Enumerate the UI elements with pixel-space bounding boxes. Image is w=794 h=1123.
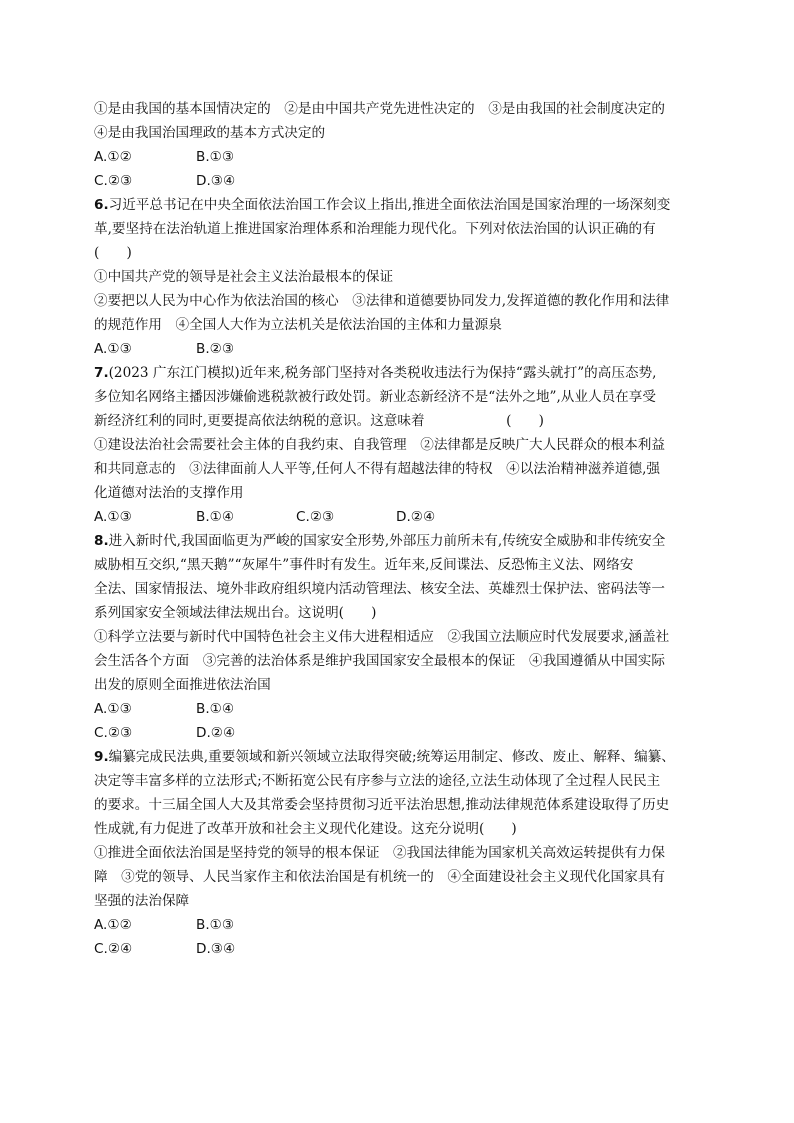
q7-stem-line-1 [94, 361, 709, 385]
q9-choices-row-1 [94, 913, 709, 937]
q9-choice-d[interactable]: D.③④ [196, 941, 236, 957]
q8-choice-b[interactable]: B.①④ [196, 701, 235, 717]
q9-stem-line-3: 的要求。十三届全国人大及其常委会坚持贯彻习近平法治思想,推动法律规范体系建设取得了历史 [94, 797, 670, 813]
q9-number: 9. [94, 749, 109, 765]
q8-option-line-2: 会生活各个方面 ③完善的法治体系是维护我国国家安全最根本的保证 ④我国遵循从中国实际 [94, 653, 665, 669]
q8-number: 8. [94, 533, 109, 549]
q7-choice-a[interactable]: A.①③ [94, 509, 132, 525]
document-page [94, 97, 709, 961]
q5-choices-row-1 [94, 145, 709, 169]
q6-stem-text-1: 习近平总书记在中央全面依法治国工作会议上指出,推进全面依法治国是国家治理的一场深刻变 [108, 197, 671, 213]
q9-option-line-2: 障 ③党的领导、人民当家作主和依法治国是有机统一的 ④全面建设社会主义现代化国家具有 [94, 869, 665, 885]
q7-stem-line-3: 新经济红利的同时,更要提高依法纳税的意识。这意味着 ( ) [94, 413, 544, 429]
q5-choice-c[interactable]: C.②③ [94, 173, 133, 189]
q7-option-line-1: ①建设法治社会需要社会主体的自我约束、自我管理 ②法律都是反映广大人民群众的根本利益 [94, 437, 665, 453]
q6-stem-line-2: 革,要坚持在法治轨道上推进国家治理体系和治理能力现代化。下列对依法治国的认识正确的有 [94, 221, 656, 237]
q6-option-line-1: ①中国共产党的领导是社会主义法治最根本的保证 [94, 269, 394, 285]
q5-choice-b[interactable]: B.①③ [196, 149, 235, 165]
q9-choice-c[interactable]: C.②④ [94, 941, 133, 957]
q7-choice-d[interactable]: D.②④ [396, 509, 436, 525]
question-7 [94, 361, 709, 529]
q7-choice-c[interactable]: C.②③ [296, 509, 335, 525]
q5-choice-d[interactable]: D.③④ [196, 173, 236, 189]
q7-choice-b[interactable]: B.①④ [196, 509, 235, 525]
question-9 [94, 745, 709, 961]
q8-choices-row-1 [94, 697, 709, 721]
q6-stem-line-1 [94, 193, 709, 217]
q5-choice-a[interactable]: A.①② [94, 149, 132, 165]
q9-stem-line-2: 决定等丰富多样的立法形式;不断拓宽公民有序参与立法的途径,立法生动体现了全过程人民民主 [94, 773, 661, 789]
q6-number: 6. [94, 197, 109, 213]
q8-stem-line-4: 系列国家安全领域法律法规出台。这说明( ) [94, 605, 377, 621]
q9-option-line-1: ①推进全面依法治国是坚持党的领导的根本保证 ②我国法律能为国家机关高效运转提供有力保 [94, 845, 665, 861]
q7-number: 7. [94, 365, 109, 381]
q8-stem-line-1 [94, 529, 709, 553]
q7-option-line-3: 化道德对法治的支撑作用 [94, 485, 244, 501]
q8-stem-line-2: 威胁相互交织,“黑天鹅”“灰犀牛”事件时有发生。近年来,反间谍法、反恐怖主义法、网络安 [94, 557, 634, 573]
q9-stem-line-4: 性成就,有力促进了改革开放和社会主义现代化建设。这充分说明( ) [94, 821, 517, 837]
q9-option-line-3: 坚强的法治保障 [94, 893, 190, 909]
question-5 [94, 97, 709, 193]
q8-stem-line-3: 全法、国家情报法、境外非政府组织境内活动管理法、核安全法、英雄烈士保护法、密码法等一 [94, 581, 665, 597]
q6-option-line-2: ②要把以人民为中心作为依法治国的核心 ③法律和道德要协同发力,发挥道德的教化作用和法律 [94, 293, 670, 309]
q8-choices-row-2 [94, 721, 709, 745]
q5-option-line-1: ①是由我国的基本国情决定的 ②是由中国共产党先进性决定的 ③是由我国的社会制度决定的 [94, 101, 665, 117]
q8-choice-c[interactable]: C.②③ [94, 725, 133, 741]
q6-option-line-3: 的规范作用 ④全国人大作为立法机关是依法治国的主体和力量源泉 [94, 317, 502, 333]
q8-choice-a[interactable]: A.①③ [94, 701, 132, 717]
q5-option-line-2: ④是由我国治国理政的基本方式决定的 [94, 125, 326, 141]
q8-stem-text-1: 进入新时代,我国面临更为严峻的国家安全形势,外部压力前所未有,传统安全威胁和非传统安全 [108, 533, 666, 549]
q9-stem-line-1 [94, 745, 709, 769]
q9-stem-text-1: 编纂完成民法典,重要领域和新兴领域立法取得突破;统筹运用制定、修改、废止、解释、编纂、 [108, 749, 675, 765]
q6-choice-a[interactable]: A.①③ [94, 341, 132, 357]
q7-choices-row [94, 505, 709, 529]
q8-option-line-1: ①科学立法要与新时代中国特色社会主义伟大进程相适应 ②我国立法顺应时代发展要求,涵盖社 [94, 629, 670, 645]
q8-option-line-3: 出发的原则全面推进依法治国 [94, 677, 271, 693]
q5-choices-row-2 [94, 169, 709, 193]
q6-choices-row [94, 337, 709, 361]
q6-choice-b[interactable]: B.②③ [196, 341, 235, 357]
q9-choice-b[interactable]: B.①③ [196, 917, 235, 933]
question-8 [94, 529, 709, 745]
q7-option-line-2: 和共同意志的 ③法律面前人人平等,任何人不得有超越法律的特权 ④以法治精神滋养道德,强 [94, 461, 660, 477]
q6-answer-paren: ( ) [94, 245, 132, 261]
q7-stem-line-2: 多位知名网络主播因涉嫌偷逃税款被行政处罚。新业态新经济不是“法外之地”,从业人员在享受 [94, 389, 656, 405]
q9-choices-row-2 [94, 937, 709, 961]
question-6 [94, 193, 709, 361]
q7-stem-text-1: (2023 广东江门模拟)近年来,税务部门坚持对各类税收违法行为保持“露头就打”的高压态势, [108, 365, 657, 381]
q9-choice-a[interactable]: A.①② [94, 917, 132, 933]
q8-choice-d[interactable]: D.②④ [196, 725, 236, 741]
